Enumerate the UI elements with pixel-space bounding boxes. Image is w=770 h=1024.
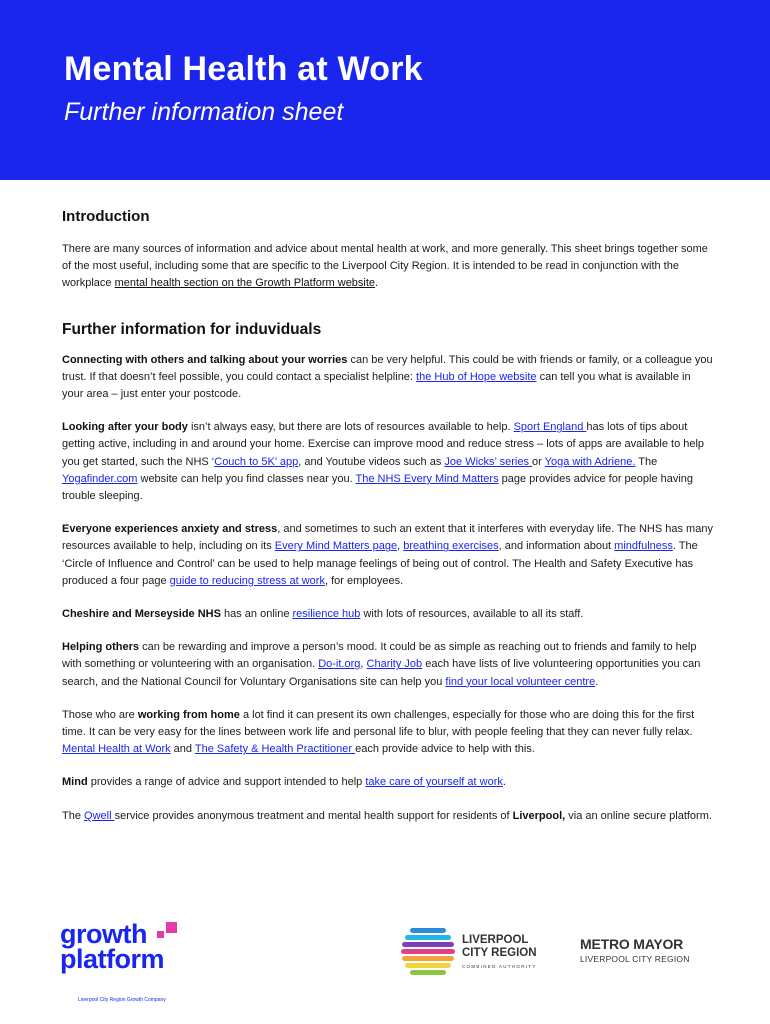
paragraph-anxiety — [62, 521, 714, 590]
bold-lead: Liverpool, — [512, 809, 566, 822]
lcr-line2: CITY REGION — [462, 947, 537, 959]
lcr-subtitle: COMBINED AUTHORITY — [462, 964, 537, 969]
text: , — [360, 658, 367, 671]
gp-word-platform: platform — [60, 944, 164, 974]
text: . — [375, 277, 379, 290]
text: can be very helpful. This could be with friends or family, or a colleague you trust. If that doesn’t feel possible, you could contact a specialist helpline: — [62, 353, 713, 383]
every-mind-matters-link[interactable]: Every Mind Matters page — [274, 540, 398, 553]
text: . — [595, 675, 599, 688]
growth-platform-logo — [60, 919, 190, 1003]
text: each have lists of live volunteering opportunities you can search, and the National Council for Voluntary Organisations site can help you — [62, 658, 701, 688]
charity-job-link[interactable]: Charity Job — [366, 658, 423, 671]
page-subtitle: Further information sheet — [64, 98, 344, 126]
paragraph-body — [62, 419, 714, 505]
text: isn’t always easy, but there are lots of resources available to help. — [187, 421, 514, 434]
logo-small-square-icon — [157, 931, 164, 938]
text: or — [532, 455, 545, 468]
text: , and information about — [498, 540, 615, 553]
metro-mayor-logo — [580, 936, 690, 964]
text: has lots of tips about getting active, including in and around your home. Exercise can improve mood and reduce stress – lots of apps are available to help you get started, such the NHS ‘ — [62, 421, 705, 468]
text: has an online — [220, 608, 293, 621]
text: provides a range of advice and support intended to help — [87, 776, 366, 789]
bold-lead: Cheshire and Merseyside NHS — [62, 608, 221, 621]
bold-lead: Helping others — [62, 641, 140, 654]
text: Those who are — [62, 708, 138, 721]
paragraph-mind — [62, 774, 714, 791]
text: There are many sources of information and advice about mental health at work, and more generally. This sheet brings together some of the most useful, including some that are specific to the Liverpool City Region. It is intended to be read in conjunction with the workplace — [62, 243, 708, 290]
couch-to-5k-link[interactable]: Couch to 5K’ app — [214, 455, 299, 468]
growth-platform-link[interactable]: mental health section on the Growth Platform website — [114, 277, 376, 290]
text: , and Youtube videos such as — [298, 455, 445, 468]
metro-mayor-title: METRO MAYOR — [580, 936, 684, 952]
metro-mayor-region: LIVERPOOL CITY REGION — [580, 954, 690, 964]
nhs-every-mind-matters-link[interactable]: The NHS Every Mind Matters — [355, 472, 499, 485]
text: , for employees. — [324, 574, 404, 587]
joe-wicks-link[interactable]: Joe Wicks’ series — [444, 455, 533, 468]
text: The — [635, 455, 658, 468]
bold-lead: Everyone experiences anxiety and stress — [62, 523, 278, 536]
paragraph-nhs-staff — [62, 606, 714, 623]
text: The — [62, 809, 85, 822]
do-it-link[interactable]: Do-it.org — [318, 658, 361, 671]
yogafinder-link[interactable]: Yogafinder.com — [62, 472, 138, 485]
volunteer-centre-link[interactable]: find your local volunteer centre — [445, 675, 596, 688]
bold-lead: Looking after your body — [62, 421, 188, 434]
text: with lots of resources, available to all its staff. — [360, 608, 584, 621]
lcr-wordmark — [462, 934, 537, 960]
paragraph-connecting — [62, 352, 714, 404]
text: and — [170, 743, 195, 756]
gp-word-growth: growth — [60, 919, 147, 949]
paragraph-working-from-home — [62, 707, 714, 759]
text: website can help you find classes near you. — [137, 472, 356, 485]
footer-logos — [0, 900, 770, 1024]
lcr-line1: LIVERPOOL — [462, 934, 529, 946]
text: a lot find it can present its own challenges, especially for those who are doing this for the first time. It can be very easy for the lines between work life and personal life to blur, with people feeling that they can never fully relax. — [62, 708, 695, 739]
text: each provide advice to help with this. — [355, 743, 535, 756]
take-care-at-work-link[interactable]: take care of yourself at work — [365, 776, 503, 789]
text: can be rewarding and improve a person’s mood. It could be as simple as reaching out to friends and family to help with something or volunteering with an organisation. — [62, 641, 697, 671]
safety-health-practitioner-link[interactable]: The Safety & Health Practitioner — [194, 743, 356, 756]
header-band — [0, 0, 770, 180]
introduction-paragraph — [62, 241, 714, 293]
mental-health-at-work-link[interactable]: Mental Health at Work — [62, 743, 171, 756]
text: . The ‘Circle of Influence and Control’ can be used to help manage feelings of being out of control. The Health and Safety Executive has produced a four page — [62, 540, 698, 587]
hub-of-hope-link[interactable]: the Hub of Hope website — [416, 370, 537, 383]
rainbow-globe-icon — [400, 926, 458, 978]
resilience-hub-link[interactable]: resilience hub — [292, 608, 361, 621]
bold-lead: Connecting with others and talking about your worries — [62, 353, 348, 366]
paragraph-qwell — [62, 808, 714, 825]
page-title: Mental Health at Work — [64, 50, 423, 88]
introduction-heading: Introduction — [62, 208, 150, 225]
text: page provides advice for people having trouble sleeping. — [62, 472, 694, 503]
lcr-combined-authority-logo — [400, 926, 560, 978]
bold-lead: Mind — [62, 776, 88, 789]
document-body — [62, 208, 714, 841]
mindfulness-link[interactable]: mindfulness — [614, 540, 673, 553]
text: . — [502, 776, 506, 789]
breathing-exercises-link[interactable]: breathing exercises — [403, 540, 499, 553]
text: , and sometimes to such an extent that it interferes with everyday life. The NHS has many resources available to help, including on its — [62, 523, 713, 553]
individuals-heading: Further information for induviduals — [62, 320, 322, 338]
logo-square-icon — [166, 922, 177, 933]
paragraph-helping-others — [62, 639, 714, 691]
stress-guide-link[interactable]: guide to reducing stress at work — [169, 574, 325, 587]
text: can tell you what is available in your area – just enter your postcode. — [62, 370, 691, 401]
qwell-link[interactable]: Qwell — [84, 809, 115, 822]
text: service provides anonymous treatment and mental health support for residents of — [114, 809, 513, 822]
text: via an online secure platform. — [565, 809, 712, 822]
bold-lead: working from home — [137, 708, 240, 721]
yoga-adriene-link[interactable]: Yoga with Adriene. — [544, 455, 636, 468]
text: , — [397, 540, 404, 553]
sport-england-link[interactable]: Sport England — [513, 421, 587, 434]
gp-tagline: Liverpool City Region Growth Company — [78, 997, 166, 1003]
